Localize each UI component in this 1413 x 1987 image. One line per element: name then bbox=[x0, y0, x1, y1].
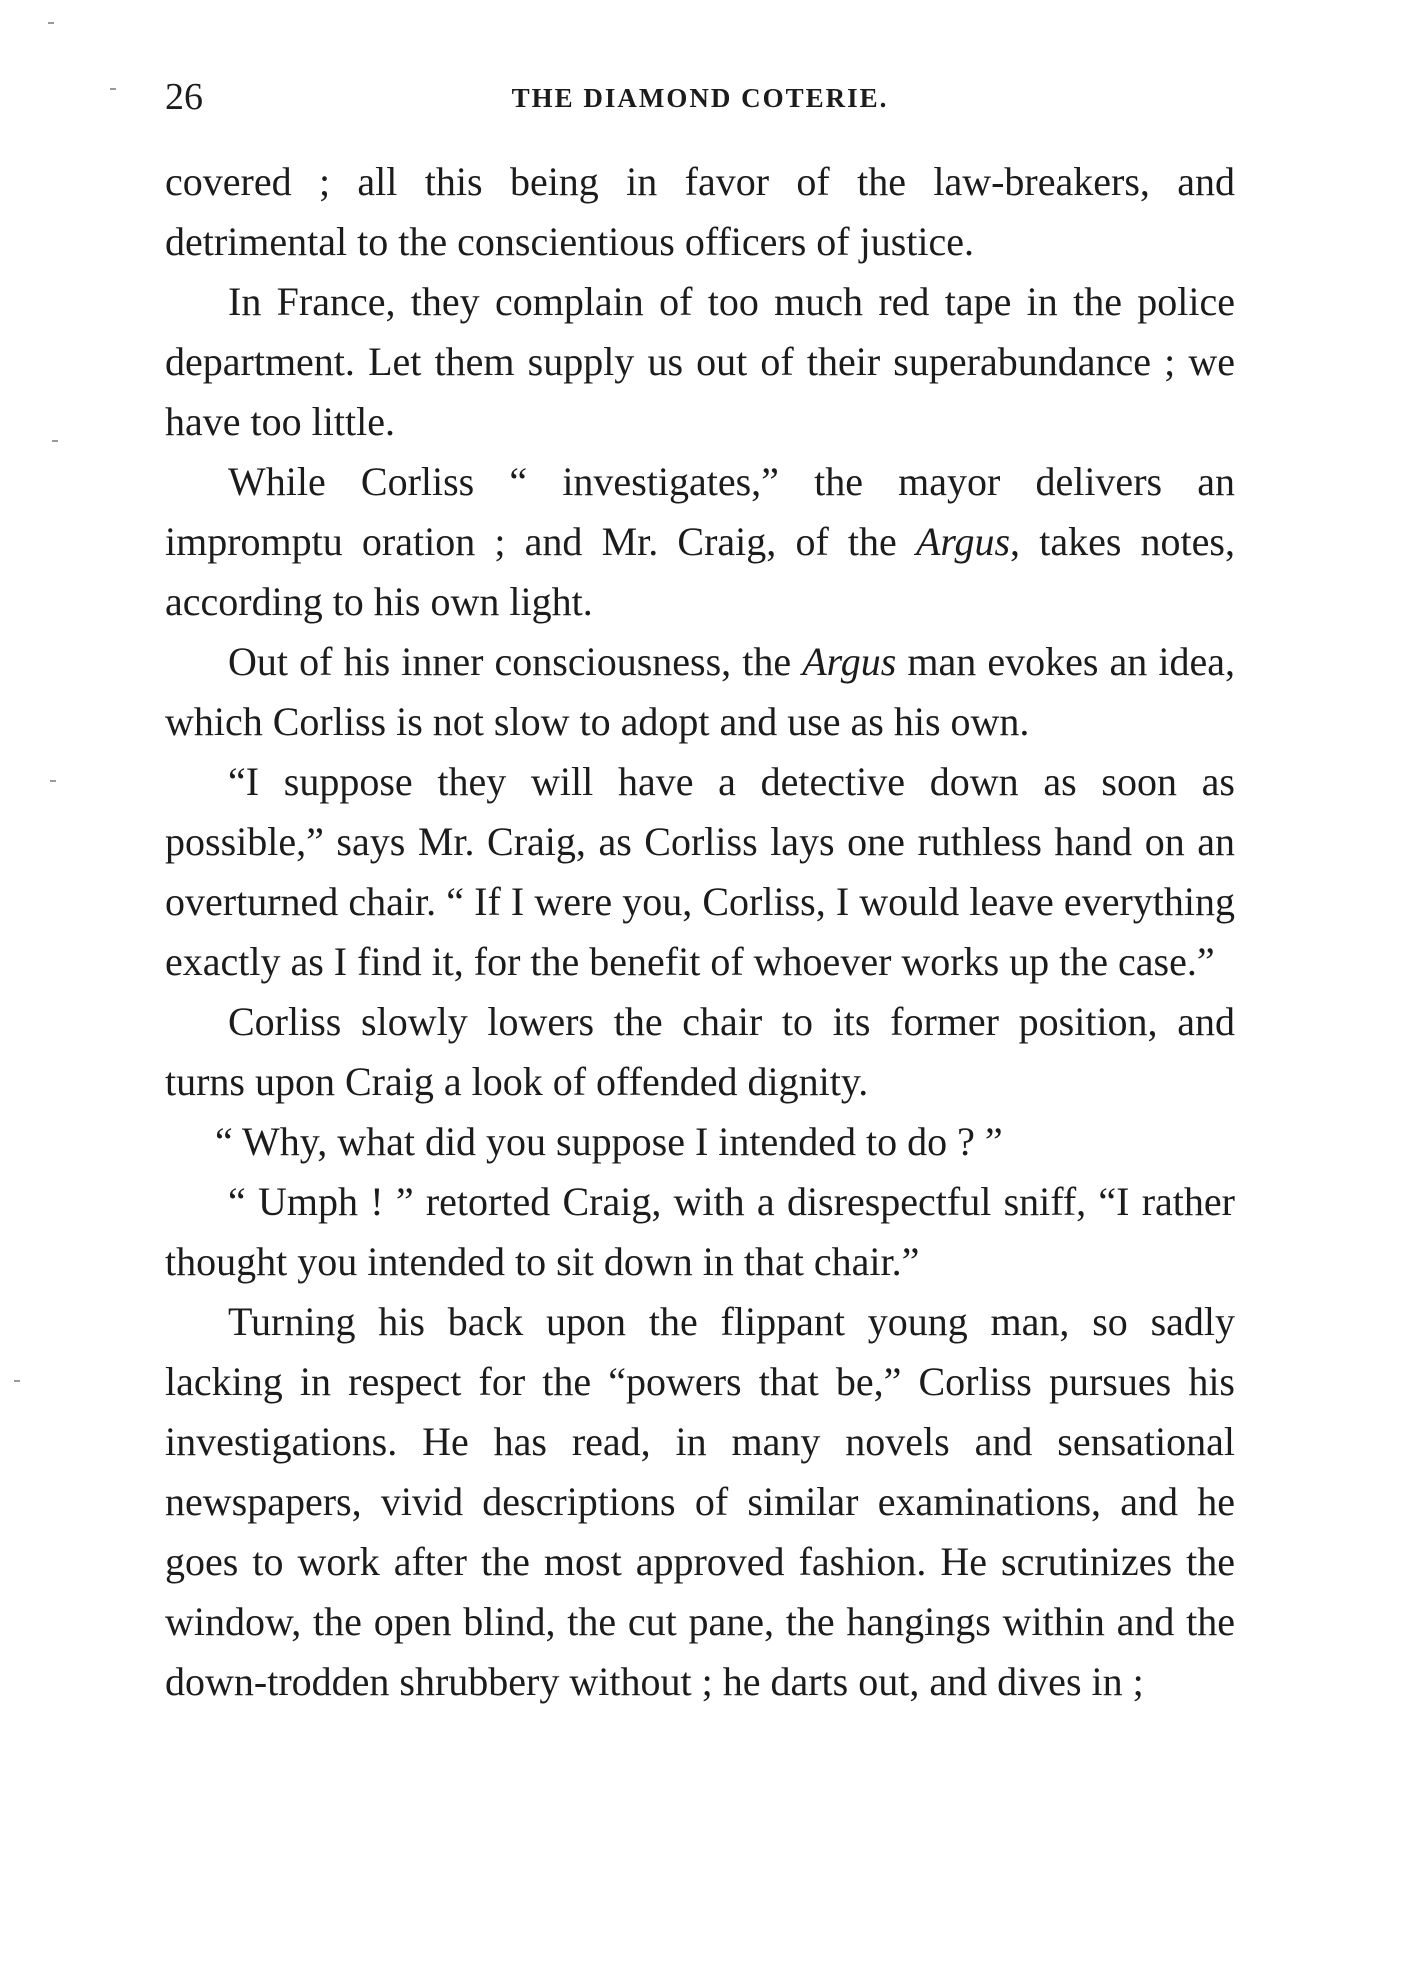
paragraph: covered ; all this being in favor of the law-breakers, and detrimental to the conscientious officers of justice. bbox=[165, 159, 1235, 264]
scan-speck bbox=[14, 1380, 20, 1382]
paragraph: “ Umph ! ” retorted Craig, with a disrespectful sniff, “I rather thought you intended to sit down in that chair.” bbox=[165, 1179, 1235, 1284]
newspaper-name: Argus bbox=[915, 519, 1011, 564]
scan-speck bbox=[48, 22, 54, 24]
paragraph: “ Why, what did you suppose I intended to do ? ” bbox=[215, 1119, 1003, 1164]
scan-speck bbox=[110, 88, 116, 90]
paragraph: In France, they complain of too much red tape in the police department. Let them supply us out of their superabundance ; we have too little. bbox=[165, 279, 1235, 444]
paragraph: Corliss slowly lowers the chair to its former position, and turns upon Craig a look of offended dignity. bbox=[165, 999, 1235, 1104]
page-number: 26 bbox=[165, 76, 203, 118]
body-text bbox=[165, 152, 1235, 1712]
paragraph: Out of his inner consciousness, the Argus man evokes an idea, which Corliss is not slow to adopt and use as his own. bbox=[165, 639, 1235, 744]
running-head bbox=[165, 72, 1235, 122]
scan-speck bbox=[52, 440, 58, 442]
paragraph: While Corliss “ investigates,” the mayor delivers an impromptu oration ; and Mr. Craig, of the Argus, takes notes, according to his own light. bbox=[165, 459, 1235, 624]
scan-speck bbox=[50, 780, 56, 782]
paragraph: “I suppose they will have a detective down as soon as possible,” says Mr. Craig, as Corliss lays one ruthless hand on an overturned chair. “ If I were you, Corliss, I would leave everything exactly as I find it, for the benefit of whoever works up the case.” bbox=[165, 759, 1235, 984]
paragraph: Turning his back upon the flippant young man, so sadly lacking in respect for the “powers that be,” Corliss pursues his investigations. He has read, in many novels and sensational newspapers, vivid descriptions of similar examinations, and he goes to work after the most approved fashion. He scrutinizes the window, the open blind, the cut pane, the hangings within and the down-trodden shrubbery without ; he darts out, and dives in ; bbox=[165, 1299, 1235, 1704]
newspaper-name: Argus bbox=[802, 639, 897, 684]
running-title: THE DIAMOND COTERIE. bbox=[511, 83, 889, 113]
